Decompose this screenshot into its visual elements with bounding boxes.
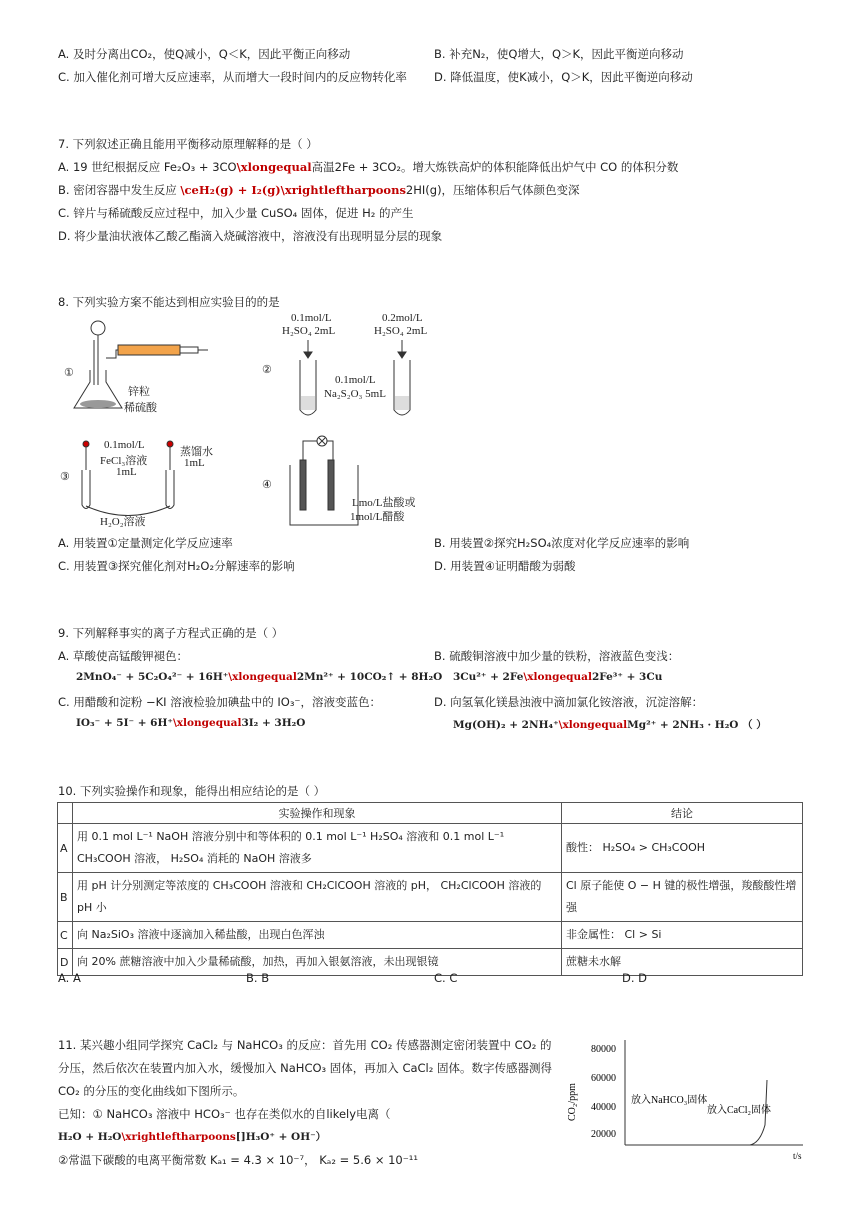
row-label: B xyxy=(58,873,73,922)
chart-ytick: 40000 xyxy=(591,1102,616,1113)
co2-pressure-chart xyxy=(565,1035,810,1160)
fig-label-2: ② xyxy=(262,364,272,376)
chart-xlabel: t/s xyxy=(793,1151,802,1160)
q6-option-a: A. 及时分离出CO₂，使Q减小，Q＜K，因此平衡正向移动 xyxy=(58,47,351,61)
table-row xyxy=(58,824,803,873)
fig-label-acid: 稀硫酸 xyxy=(124,402,157,414)
q7-b-text-2: 2HI(g)，压缩体积后气体颜色变深 xyxy=(405,183,580,197)
q9-d-eq-pre: Mg(OH)₂ + 2NH₄⁺ xyxy=(453,719,559,731)
q10-option-a: A. A xyxy=(58,971,81,985)
row-conclusion: Cl 原子能使 O − H 键的极性增强，羧酸酸性增强 xyxy=(562,873,803,922)
q9-a-equation xyxy=(76,671,442,683)
fig-label-h2so4-b-vol: H₂SO₄ 2mL xyxy=(374,325,428,337)
row-conclusion: 蔗糖未水解 xyxy=(562,949,803,976)
q7-a-text: A. 19 世纪根据反应 Fe₂O₃ + 3CO xyxy=(58,160,237,174)
table-row xyxy=(58,873,803,922)
q8-option-b: B. 用装置②探究H₂SO₄浓度对化学反应速率的影响 xyxy=(434,536,690,550)
q11-eq-pre: H₂O + H₂O xyxy=(58,1131,122,1143)
q9-a-eq-pre: 2MnO₄⁻ + 5C₂O₄²⁻ + 16H⁺ xyxy=(76,671,229,683)
row-operation: 向 Na₂SiO₃ 溶液中逐滴加入稀盐酸，出现白色浑浊 xyxy=(73,922,562,949)
q7-option-a xyxy=(58,159,678,175)
fig-label-fecl3-conc: 0.1mol/L xyxy=(104,439,145,451)
fig-label-water-vol: 1mL xyxy=(184,457,205,469)
q11-line-5 xyxy=(58,1129,326,1144)
q11-eq-post: []H₃O⁺ + OH⁻） xyxy=(235,1131,327,1143)
q9-a-eq-macro: \xlongequal xyxy=(228,671,297,683)
fig-label-h2o2: H₂O₂溶液 xyxy=(100,516,146,528)
table-header-cell: 实验操作和现象 xyxy=(73,803,562,824)
row-operation: 向 20% 蔗糖溶液中加入少量稀硫酸，加热，再加入银氨溶液，未出现银镜 xyxy=(73,949,562,976)
q7-stem: 7. 下列叙述正确且能用平衡移动原理解释的是（ ） xyxy=(58,137,318,151)
q11-line-2: 分压，然后依次在装置内加入水，缓慢加入 NaHCO₃ 固体，再加入 CaCl₂ 固体。数字传感器测得 xyxy=(58,1061,553,1075)
row-label: C xyxy=(58,922,73,949)
q10-option-b: B. B xyxy=(246,971,270,985)
q9-c-eq-post: 3I₂ + 3H₂O xyxy=(241,717,306,729)
row-label: A xyxy=(58,824,73,873)
q9-d-eq-post: Mg²⁺ + 2NH₃ · H₂O （ ） xyxy=(627,719,767,731)
q7-option-c: C. 锌片与稀硫酸反应过程中，加入少量 CuSO₄ 固体，促进 H₂ 的产生 xyxy=(58,206,414,220)
fig-label-3: ③ xyxy=(60,471,70,483)
q9-d-eq-macro: \xlongequal xyxy=(558,719,628,731)
fig-label-acetic: 1mol/L醋酸 xyxy=(350,511,405,523)
fig-label-h2so4-b-conc: 0.2mol/L xyxy=(382,312,423,324)
q6-option-c: C. 加入催化剂可增大反应速率，从而增大一段时间内的反应物转化率 xyxy=(58,70,407,84)
fig-label-water: 蒸馏水 xyxy=(180,446,213,458)
q9-d-equation xyxy=(453,717,767,732)
q9-c-equation xyxy=(76,717,305,729)
table-header-cell: 结论 xyxy=(562,803,803,824)
fig-label-h2so4-a-conc: 0.1mol/L xyxy=(291,312,332,324)
q10-table xyxy=(57,802,803,976)
fig-label-fecl3-vol: 1mL xyxy=(116,466,137,478)
q11-eq-macro: \xrightleftharpoons xyxy=(121,1131,236,1143)
fig-label-fecl3-name: FeCl₃溶液 xyxy=(100,455,148,467)
q7-b-macro: \ceH₂(g) + I₂(g)\xrightleftharpoons xyxy=(180,183,406,197)
chart-annotation-cacl2: 放入CaCl₂固体 xyxy=(707,1105,772,1116)
q9-stem: 9. 下列解释事实的离子方程式正确的是（ ） xyxy=(58,626,284,640)
chart-ytick: 60000 xyxy=(591,1073,616,1084)
q8-option-d: D. 用装置④证明醋酸为弱酸 xyxy=(434,559,576,573)
q9-option-c: C. 用醋酸和淀粉 −KI 溶液检验加碘盐中的 IO₃⁻，溶液变蓝色： xyxy=(58,695,381,709)
table-row xyxy=(58,922,803,949)
q11-line-4: 已知：① NaHCO₃ 溶液中 HCO₃⁻ 也存在类似水的自likely电离（ xyxy=(58,1107,391,1121)
q11-line-6: ②常温下碳酸的电离平衡常数 Kₐ₁ = 4.3 × 10⁻⁷， Kₐ₂ = 5.6 × 10⁻¹¹ xyxy=(58,1153,419,1167)
q6-option-b: B. 补充N₂，使Q增大，Q＞K，因此平衡逆向移动 xyxy=(434,47,684,61)
chart-ylabel: CO₂/ppm xyxy=(567,1083,578,1121)
q10-stem: 10. 下列实验操作和现象，能得出相应结论的是（ ） xyxy=(58,784,326,798)
table-header-cell xyxy=(58,803,73,824)
q11-line-1: 11. 某兴趣小组同学探究 CaCl₂ 与 NaHCO₃ 的反应：首先用 CO₂ 传感器测定密闭装置中 CO₂ 的 xyxy=(58,1038,552,1052)
fig-label-thio-vol: Na₂S₂O₃ 5mL xyxy=(324,388,386,400)
table-header-row xyxy=(58,803,803,824)
q9-b-eq-pre: 3Cu²⁺ + 2Fe xyxy=(453,671,524,683)
q7-b-text: B. 密闭容器中发生反应 xyxy=(58,183,181,197)
chart-annotation-nahco3: 放入NaHCO₃固体 xyxy=(631,1095,708,1106)
q9-b-eq-macro: \xlongequal xyxy=(523,671,592,683)
q7-a-text-2: 高温2Fe + 3CO₂。增大炼铁高炉的体积能降低出炉气中 CO 的体积分数 xyxy=(311,160,679,174)
q9-option-a: A. 草酸使高锰酸钾褪色： xyxy=(58,649,188,663)
q8-option-a: A. 用装置①定量测定化学反应速率 xyxy=(58,536,233,550)
fig-label-thio-conc: 0.1mol/L xyxy=(335,374,376,386)
row-operation: 用 0.1 mol L⁻¹ NaOH 溶液分别中和等体积的 0.1 mol L⁻¹ H₂SO₄ 溶液和 0.1 mol L⁻¹ CH₃COOH 溶液， H₂SO₄ 消耗的 NaOH 溶液多 xyxy=(73,824,562,873)
q7-a-macro: \xlongequal xyxy=(236,160,312,174)
row-operation: 用 pH 计分别测定等浓度的 CH₃COOH 溶液和 CH₂ClCOOH 溶液的 pH， CH₂ClCOOH 溶液的 pH 小 xyxy=(73,873,562,922)
fig-label-zinc: 锌粒 xyxy=(128,386,150,398)
q9-b-equation xyxy=(453,671,662,683)
q10-option-d: D. D xyxy=(622,971,648,985)
row-conclusion: 非金属性： Cl > Si xyxy=(562,922,803,949)
q9-b-eq-post: 2Fe³⁺ + 3Cu xyxy=(591,671,663,683)
q11-line-3: CO₂ 的分压的变化曲线如下图所示。 xyxy=(58,1084,245,1098)
q10-option-c: C. C xyxy=(434,971,458,985)
q9-a-eq-post: 2Mn²⁺ + 10CO₂↑ + 8H₂O xyxy=(296,671,443,683)
q9-option-d: D. 向氢氧化镁悬浊液中滴加氯化铵溶液，沉淀溶解： xyxy=(434,695,704,709)
q7-option-d: D. 将少量油状液体乙酸乙酯滴入烧碱溶液中，溶液没有出现明显分层的现象 xyxy=(58,229,443,243)
fig-label-h2so4-a-vol: H₂SO₄ 2mL xyxy=(282,325,336,337)
chart-ytick: 80000 xyxy=(591,1044,616,1055)
device-4-beaker xyxy=(290,436,358,525)
q9-option-b: B. 硫酸铜溶液中加少量的铁粉，溶液蓝色变浅： xyxy=(434,649,680,663)
fig-label-4: ④ xyxy=(262,479,272,491)
q7-option-b xyxy=(58,182,580,198)
chart-ytick: 20000 xyxy=(591,1129,616,1140)
q6-option-d: D. 降低温度，使K减小，Q＞K，因此平衡逆向移动 xyxy=(434,70,693,84)
q8-stem: 8. 下列实验方案不能达到相应实验目的的是 xyxy=(58,295,280,309)
q8-option-c: C. 用装置③探究催化剂对H₂O₂分解速率的影响 xyxy=(58,559,295,573)
row-conclusion: 酸性： H₂SO₄ > CH₃COOH xyxy=(562,824,803,873)
q9-c-eq-macro: \xlongequal xyxy=(172,717,242,729)
fig-label-1: ① xyxy=(64,367,74,379)
table-row xyxy=(58,949,803,976)
fig-label-hcl: Lmo/L盐酸或 xyxy=(352,497,416,509)
row-label: D xyxy=(58,949,73,976)
q9-c-eq-pre: IO₃⁻ + 5I⁻ + 6H⁺ xyxy=(76,717,173,729)
